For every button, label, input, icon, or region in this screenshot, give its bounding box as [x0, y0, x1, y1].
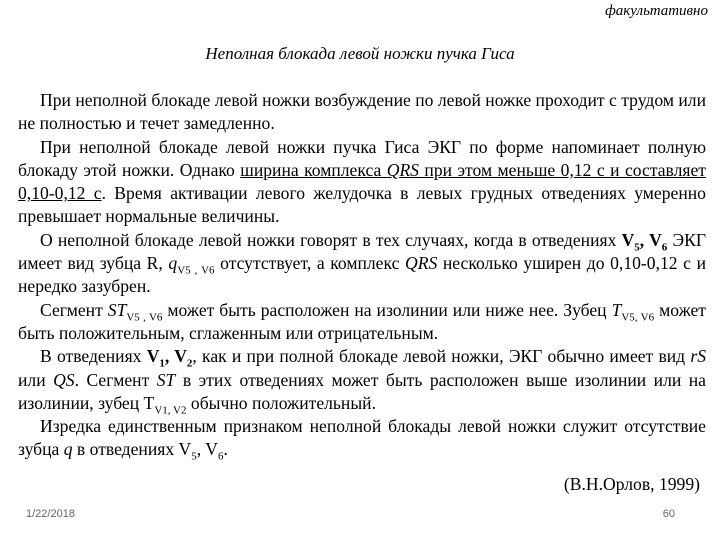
paragraph-4: Сегмент $ST_{V5 , V6}$ может быть расположен на изолинии или ниже нее. Зубец $T_{V5, V6}$ может быть положительным, сглаженным или отрицательным. — [18, 299, 706, 343]
slide-date: 1/22/2018 — [26, 508, 75, 520]
paragraph-5: В отведениях $V_1$, $V_2$, как и при полной блокаде левой ножки, ЭКГ обычно имеет вид rS или QS. Сегмент ST в этих отведениях может быть расположен выше изолинии или на изолинии, зубец $T_{V1, V2}$ обычно положительный. — [18, 346, 707, 417]
slide-title: Неполная блокада левой ножки пучка Гиса — [205, 44, 515, 63]
optional-tag: факультативно — [605, 3, 708, 19]
page-number: 60 — [662, 508, 675, 520]
citation: (В.Н.Орлов, 1999) — [563, 474, 700, 494]
paragraph-3: О неполной блокаде левой ножки говорят в тех случаях, когда в отведениях $V_5$, $V_6$ ЭКГ имеет вид зубца R, $q_{V5 , V6}$ отсутствует, а комплекс QRS несколько уширен до 0,10-0,12 с и нередко зазубрен. — [18, 229, 707, 297]
paragraph-2: При неполной блокаде левой ножки пучка Гиса ЭКГ по форме напоминает полную блокаду этой ножки. Однако ширина комплекса QRS при этом меньше 0,12 с и составляет 0,10-0,12 с. Время активации левого желудочка в левых грудных отведениях умеренно превышает нормальные величины. — [18, 136, 706, 227]
slide-body — [18, 89, 706, 462]
paragraph-1: При неполной блокаде левой ножки возбуждение по левой ножке проходит с трудом или не полностью и течет замедленно. — [18, 90, 706, 134]
paragraph-6: Изредка единственным признаком неполной блокады левой ножки служит отсутствие зубца q в отведениях $V_5$, $V_6$. — [18, 416, 706, 463]
